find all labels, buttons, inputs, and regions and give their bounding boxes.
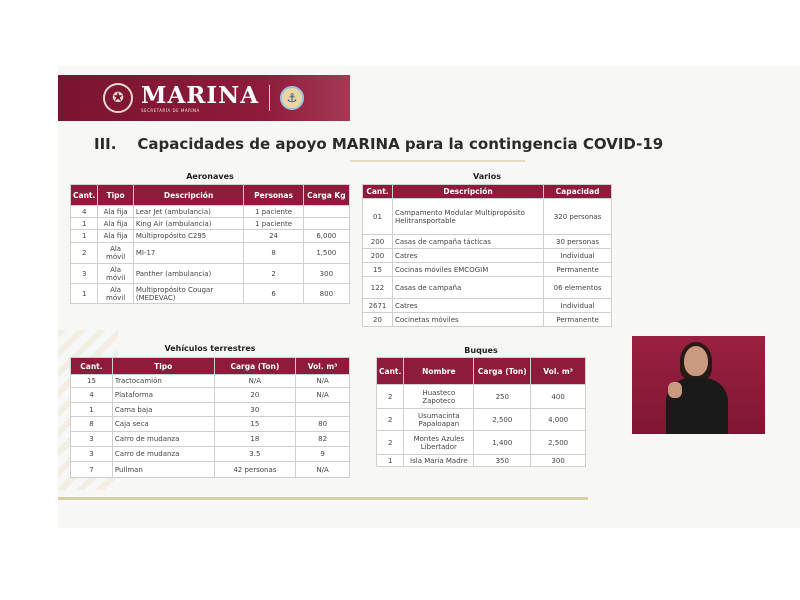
table-cell: Casas de campaña [392,277,543,299]
buques-header-1: Nombre [404,358,474,385]
table-cell: Carro de mudanza [112,447,214,462]
brand-block [141,81,260,113]
interpreter-face [684,346,708,376]
table-cell: 30 personas [544,235,612,249]
table-cell: Cocinas móviles EMCOGIM [392,263,543,277]
table-cell: Panther (ambulancia) [133,264,244,284]
vehiculos-caption: Vehículos terrestres [164,344,256,353]
table-cell: Ala móvil [98,264,134,284]
table-cell: 15 [363,263,393,277]
table-cell: 2,500 [531,431,586,455]
table-row [71,462,350,478]
table-cell: 300 [531,455,586,467]
table-row [363,199,612,235]
table-cell: 18 [214,432,296,447]
interpreter-hand [668,382,682,398]
table-cell: 30 [214,403,296,417]
table-cell: 250 [474,385,531,409]
table-row [71,264,350,284]
table-row [71,284,350,304]
table-cell: Campamento Modular Multipropósito Helitransportable [392,199,543,235]
table-cell: 4 [71,388,113,403]
table-cell: 1,500 [303,243,349,264]
table-cell: 400 [531,385,586,409]
table-cell: 2,500 [474,409,531,431]
bottom-rule [58,497,588,500]
table-cell: 4,000 [531,409,586,431]
table-cell: 3 [71,432,113,447]
aeronaves-header-4: Carga Kg [303,185,349,206]
table-cell: 3 [71,264,98,284]
table-cell: Plataforma [112,388,214,403]
table-cell: Permanente [544,263,612,277]
table-cell: Lear Jet (ambulancia) [133,206,244,218]
table-row [71,206,350,218]
table-cell: Multipropósito Cougar (MEDEVAC) [133,284,244,304]
table-row [71,243,350,264]
table-cell: Ala fija [98,206,134,218]
table-row [71,403,350,417]
table-cell [303,206,349,218]
buques-caption: Buques [464,346,498,355]
buques-header-0: Cant. [377,358,404,385]
table-cell: 1 [377,455,404,467]
table-cell: Casas de campaña tácticas [392,235,543,249]
table-cell [303,218,349,230]
marina-banner [58,75,350,121]
table-cell: Ala fija [98,218,134,230]
table-cell: N/A [296,388,350,403]
interpreter-video [632,336,765,434]
table-cell: Cama baja [112,403,214,417]
table-row [363,313,612,327]
table-cell: 1 [71,284,98,304]
table-cell: 3 [71,447,113,462]
table-cell: Catres [392,249,543,263]
table-cell: Individual [544,299,612,313]
table-cell: Ala móvil [98,243,134,264]
table-cell: 2 [377,431,404,455]
varios-caption: Varios [472,172,502,181]
table-row [363,249,612,263]
brand-subtitle: SECRETARÍA DE MARINA [141,107,200,113]
table-cell: 6 [244,284,303,304]
table-row [71,447,350,462]
table-cell: 122 [363,277,393,299]
table-cell: Permanente [544,313,612,327]
table-cell: N/A [214,375,296,388]
vehiculos-header-2: Carga (Ton) [214,358,296,375]
table-cell: 200 [363,249,393,263]
table-cell: Tractocamión [112,375,214,388]
brand-name: MARINA [141,81,260,109]
table-cell: 01 [363,199,393,235]
aeronaves-header-0: Cant. [71,185,98,206]
table-cell: 8 [244,243,303,264]
table-cell: 1 paciente [244,206,303,218]
table-cell: 350 [474,455,531,467]
page-title: III. Capacidades de apoyo MARINA para la contingencia COVID-19 [94,135,664,153]
table-cell: 15 [71,375,113,388]
table-cell: Ala móvil [98,284,134,304]
table-row [363,277,612,299]
table-cell [296,403,350,417]
table-cell: Huasteco Zapoteco [404,385,474,409]
table-cell: 4 [71,206,98,218]
table-cell: MI-17 [133,243,244,264]
table-cell: Catres [392,299,543,313]
table-cell: 9 [296,447,350,462]
table-row [71,230,350,243]
table-cell: 2 [71,243,98,264]
table-cell: Cocinetas móviles [392,313,543,327]
table-cell: 3.5 [214,447,296,462]
vehiculos-header-1: Tipo [112,358,214,375]
table-cell: N/A [296,375,350,388]
table-cell: 24 [244,230,303,243]
aeronaves-header-1: Tipo [98,185,134,206]
table-cell: Pullman [112,462,214,478]
table-cell: Isla María Madre [404,455,474,467]
table-cell: 800 [303,284,349,304]
table-cell: Carro de mudanza [112,432,214,447]
aeronaves-header-3: Personas [244,185,303,206]
table-cell: 82 [296,432,350,447]
buques-table [376,357,586,467]
table-cell: 1 [71,403,113,417]
banner-divider [269,85,270,111]
table-cell: Montes Azules Libertador [404,431,474,455]
buques-header-2: Carga (Ton) [474,358,531,385]
table-row [377,455,586,467]
table-row [363,263,612,277]
varios-table [362,184,612,327]
table-cell: 15 [214,417,296,432]
table-cell: N/A [296,462,350,478]
table-cell: Individual [544,249,612,263]
table-cell: 7 [71,462,113,478]
table-row [71,388,350,403]
aeronaves-table [70,184,350,304]
table-cell: Usumacinta Papaloapan [404,409,474,431]
table-row [377,409,586,431]
table-cell: Multipropósito C295 [133,230,244,243]
vehiculos-table [70,357,350,478]
table-cell: 06 elementos [544,277,612,299]
table-cell: 1 [71,218,98,230]
varios-header-1: Descripción [392,185,543,199]
aeronaves-header-2: Descripción [133,185,244,206]
table-cell: 2 [377,409,404,431]
table-cell: 320 personas [544,199,612,235]
vehiculos-header-3: Vol. m³ [296,358,350,375]
table-cell: 20 [214,388,296,403]
anchor-emblem-icon: ⚓ [280,86,304,110]
table-cell: 6,000 [303,230,349,243]
varios-header-2: Capacidad [544,185,612,199]
table-cell: 200 [363,235,393,249]
table-cell: 1 paciente [244,218,303,230]
table-row [363,235,612,249]
marina-seal-icon: ✪ [103,83,133,113]
table-cell: 80 [296,417,350,432]
table-cell: 42 personas [214,462,296,478]
table-cell: 300 [303,264,349,284]
table-row [71,417,350,432]
table-cell: 8 [71,417,113,432]
table-row [71,432,350,447]
table-cell: 1 [71,230,98,243]
table-cell: Caja seca [112,417,214,432]
table-row [71,375,350,388]
table-cell: 20 [363,313,393,327]
table-row [363,299,612,313]
table-cell: 1,400 [474,431,531,455]
table-row [377,385,586,409]
aeronaves-caption: Aeronaves [186,172,234,181]
table-cell: 2 [377,385,404,409]
table-cell: 2671 [363,299,393,313]
buques-header-3: Vol. m³ [531,358,586,385]
table-cell: King Air (ambulancia) [133,218,244,230]
title-underline [350,160,525,162]
table-cell: Ala fija [98,230,134,243]
table-row [377,431,586,455]
table-row [71,218,350,230]
table-cell: 2 [244,264,303,284]
varios-header-0: Cant. [363,185,393,199]
vehiculos-header-0: Cant. [71,358,113,375]
